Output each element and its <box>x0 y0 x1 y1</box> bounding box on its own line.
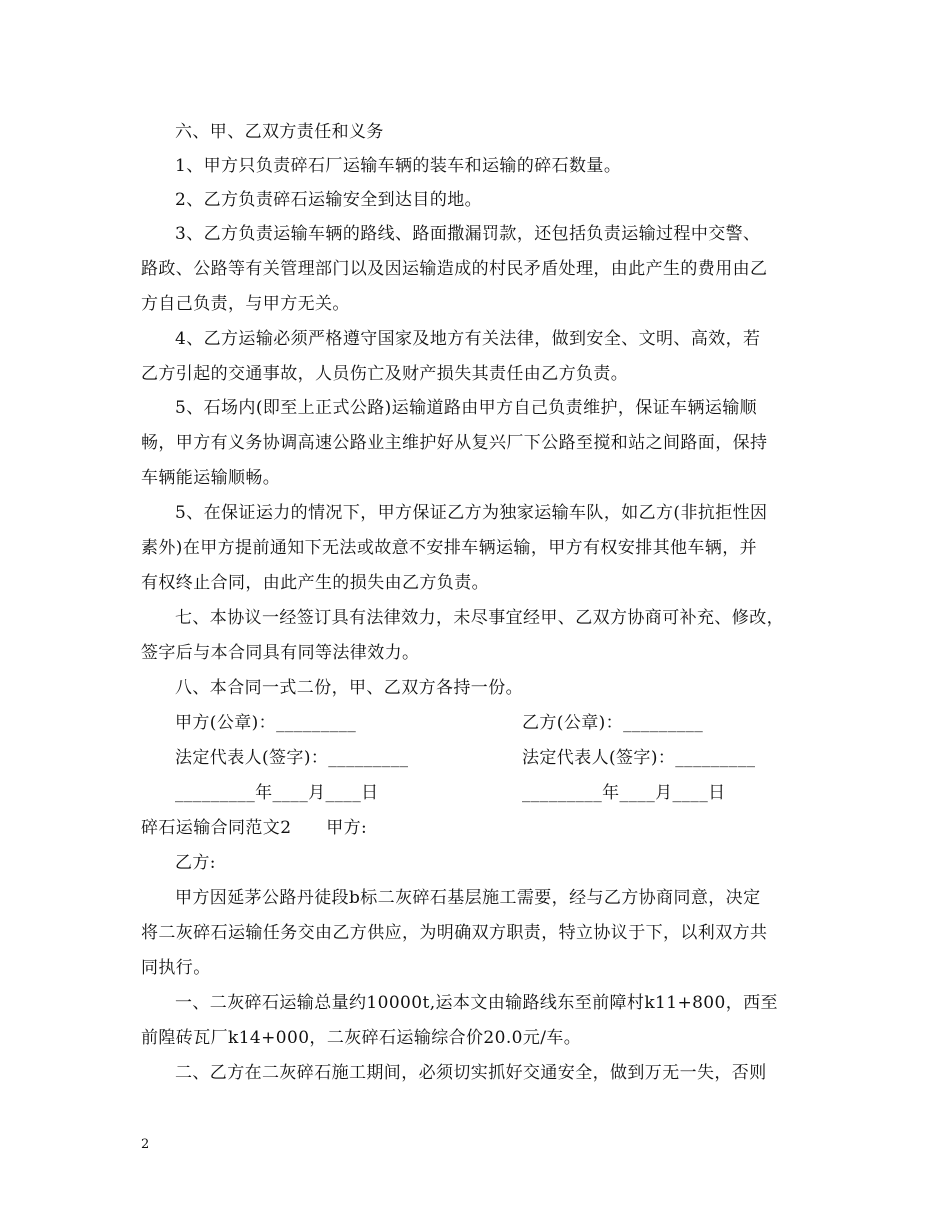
paragraph-line: 1、甲方只负责碎石厂运输车辆的装车和运输的碎石数量。 <box>175 156 622 176</box>
paragraph-line: 2、乙方负责碎石运输安全到达目的地。 <box>175 190 483 210</box>
paragraph-line: 畅，甲方有义务协调高速公路业主维护好从复兴厂下公路至搅和站之间路面，保持 <box>141 433 768 453</box>
sample-title-2: 碎石运输合同范文2 甲方: <box>141 818 368 838</box>
paragraph-line: 方自己负责，与甲方无关。 <box>141 294 350 314</box>
section-heading-7: 七、本协议一经签订具有法律效力，未尽事宜经甲、乙双方协商可补充、修改， <box>175 608 784 628</box>
paragraph-line: 5、石场内(即至上正式公路)运输道路由甲方自己负责维护，保证车辆运输顺 <box>175 398 758 418</box>
paragraph-line: 路政、公路等有关管理部门以及因运输造成的村民矛盾处理，由此产生的费用由乙 <box>141 259 768 279</box>
paragraph-line: 一、二灰碎石运输总量约10000t,运本文由输路线东至前障村k11+800，西至 <box>175 993 778 1013</box>
party-b-label: 乙方: <box>175 853 216 873</box>
paragraph-line: 3、乙方负责运输车辆的路线、路面撒漏罚款，还包括负责运输过程中交警、 <box>175 224 761 244</box>
paragraph-line: 素外)在甲方提前通知下无法或故意不安排车辆运输，甲方有权安排其他车辆，并 <box>141 538 758 558</box>
section-heading-8: 八、本合同一式二份，甲、乙双方各持一份。 <box>175 678 523 698</box>
paragraph-line: 签字后与本合同具有同等法律效力。 <box>141 643 420 663</box>
section-heading-6: 六、甲、乙双方责任和义务 <box>175 122 384 142</box>
page-number: 2 <box>141 1137 150 1152</box>
signature-party-a-representative: 法定代表人(签字)：_________ <box>175 748 409 768</box>
paragraph-line: 乙方引起的交通事故，人员伤亡及财产损失其责任由乙方负责。 <box>141 364 629 384</box>
paragraph-line: 4、乙方运输必须严格遵守国家及地方有关法律，做到安全、文明、高效，若 <box>175 329 761 349</box>
signature-party-b-seal: 乙方(公章)：_________ <box>522 713 704 733</box>
paragraph-line: 将二灰碎石运输任务交由乙方供应，为明确双方职责，特立协议于下，以利双方共 <box>141 923 768 943</box>
paragraph-line: 5、在保证运力的情况下，甲方保证乙方为独家运输车队，如乙方(非抗拒性因 <box>175 503 768 523</box>
paragraph-line: 前隍砖瓦厂k14+000，二灰碎石运输综合价20.0元/车。 <box>141 1028 582 1048</box>
signature-party-a-seal: 甲方(公章)：_________ <box>175 713 357 733</box>
signature-party-b-date: _________年____月____日 <box>522 783 726 803</box>
signature-party-b-representative: 法定代表人(签字)：_________ <box>522 748 756 768</box>
paragraph-line: 同执行。 <box>141 958 211 978</box>
paragraph-line: 二、乙方在二灰碎石施工期间，必须切实抓好交通安全，做到万无一失，否则 <box>175 1063 767 1083</box>
paragraph-line: 车辆能运输顺畅。 <box>141 468 281 488</box>
paragraph-line: 甲方因延茅公路丹徒段b标二灰碎石基层施工需要，经与乙方协商同意，决定 <box>175 888 761 908</box>
paragraph-line: 有权终止合同，由此产生的损失由乙方负责。 <box>141 573 489 593</box>
signature-party-a-date: _________年____月____日 <box>175 783 379 803</box>
